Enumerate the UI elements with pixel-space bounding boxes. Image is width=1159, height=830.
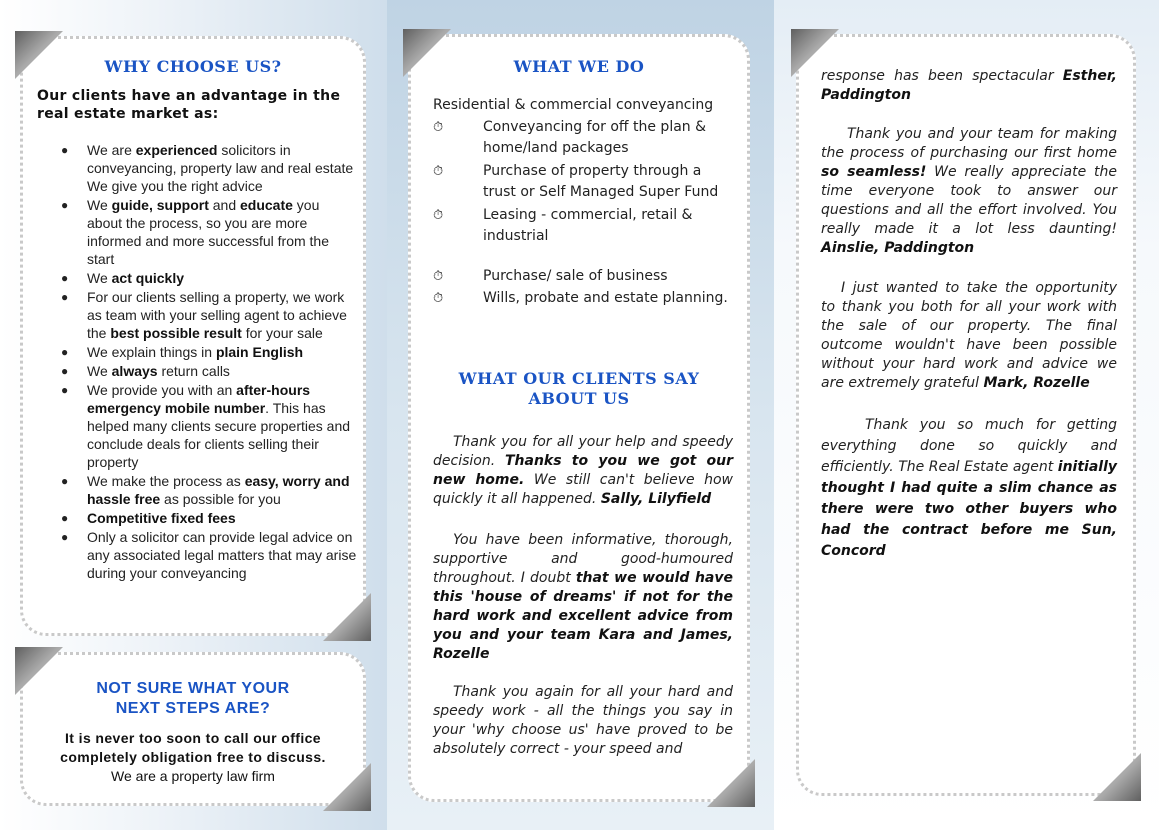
bullet-icon: ●: [61, 290, 69, 304]
service-item: ⏱ Leasing - commercial, retail & industrial: [433, 207, 693, 244]
clock-icon: ⏱: [433, 164, 444, 179]
services-intro: Residential & commercial conveyancing: [433, 97, 714, 113]
bullet-icon: ●: [61, 474, 69, 488]
list-item: ● We guide, support and educate you about the process, so you are more informed and more successful from the start: [61, 197, 329, 267]
advantages-list: [37, 141, 357, 583]
clock-icon: ⏱: [433, 120, 444, 135]
bullet-icon: ●: [61, 364, 69, 378]
page-curl-decoration: [323, 593, 371, 641]
body-line: completely obligation free to discuss.: [60, 749, 326, 765]
clock-icon: ⏱: [433, 269, 444, 284]
list-item: ● We explain things in plain English: [61, 344, 304, 360]
list-item: ● Competitive fixed fees: [61, 510, 236, 526]
testimonial: Thank you and your team for making the process of purchasing our first home so seamless! We really appreciate the time everyone took to answer our questions and all the effort involved. You really made it a lot less daunting! Ainslie, Paddington: [821, 126, 1117, 256]
clock-icon: ⏱: [433, 208, 444, 223]
why-intro-text: Our clients have an advantage in the real estate market as:: [37, 88, 341, 122]
bullet-icon: ●: [61, 143, 69, 157]
what-we-do-card: [408, 34, 750, 802]
next-steps-card: [20, 652, 366, 806]
list-item: ● Only a solicitor can provide legal advice on any associated legal matters that may arise during your conveyancing: [61, 529, 357, 581]
next-steps-heading: [23, 679, 363, 719]
bullet-icon: ●: [61, 271, 69, 285]
heading-line: WHAT OUR CLIENTS SAY: [458, 369, 700, 388]
list-item: ● We provide you with an after-hours emergency mobile number. This has helped many clients secure properties and conclude deals for clients selling their property: [61, 382, 351, 470]
page-curl-decoration: [707, 759, 755, 807]
what-we-do-heading: WHAT WE DO: [513, 57, 645, 76]
why-choose-us-card: [20, 36, 366, 636]
service-item: ⏱ Purchase/ sale of business: [433, 266, 738, 287]
list-item: ● For our clients selling a property, we work as team with your selling agent to achieve the best possible result for your sale: [61, 289, 347, 341]
service-item: ⏱ Purchase of property through a trust or Self Managed Super Fund: [433, 163, 719, 200]
testimonial: Thank you so much for getting everything done so quickly and efficiently. The Real Estate agent initially thought I had quite a slim chance as there were two other buyers who had the contract before me Sun, Concord: [821, 417, 1117, 559]
testimonial: Thank you again for all your hard and speedy work - all the things you say in your 'why choose us' have proved to be absolutely correct - your speed and: [433, 684, 733, 757]
page-curl-decoration: [1093, 753, 1141, 801]
body-line: We are a property law firm: [111, 768, 275, 784]
body-line: It is never too soon to call our office: [65, 730, 321, 746]
list-item: ● We always return calls: [61, 363, 230, 379]
bullet-icon: ●: [61, 511, 69, 525]
heading-line: NOT SURE WHAT YOUR: [96, 680, 290, 697]
testimonial: response has been spectacular Esther, Paddington: [821, 68, 1117, 103]
heading-line: ABOUT US: [528, 389, 630, 408]
service-item: ⏱ Wills, probate and estate planning.: [433, 288, 738, 309]
testimonials-continued-card: [796, 34, 1136, 796]
service-item: ⏱ Conveyancing for off the plan & home/land packages: [433, 119, 707, 156]
why-choose-us-heading: WHY CHOOSE US?: [104, 57, 282, 76]
clients-say-heading: [411, 369, 747, 409]
clock-icon: ⏱: [433, 291, 444, 306]
testimonial: I just wanted to take the opportunity to thank you both for all your work with the sale of our property. The final outcome wouldn't have been possible without your hard work and advice we are extremely grateful Mark, Rozelle: [821, 280, 1117, 391]
list-item: ● We make the process as easy, worry and hassle free as possible for you: [61, 473, 350, 507]
bullet-icon: ●: [61, 345, 69, 359]
next-steps-text: [37, 729, 349, 786]
bullet-icon: ●: [61, 383, 69, 397]
heading-line: NEXT STEPS ARE?: [115, 700, 271, 717]
testimonial: Thank you for all your help and speedy decision. Thanks to you we got our new home. We still can't believe how quickly it all happened. Sally, Lilyfield: [433, 434, 734, 507]
bullet-icon: ●: [61, 530, 69, 544]
list-item: ● We act quickly: [61, 270, 185, 286]
list-item: ● We are experienced solicitors in conveyancing, property law and real estate We give you the right advice: [61, 142, 354, 194]
testimonial: You have been informative, thorough, supportive and good-humoured throughout. I doubt that we would have this 'house of dreams' if not for the hard work and excellent advice from you and your team Kara and James, Rozelle: [433, 532, 733, 662]
bullet-icon: ●: [61, 198, 69, 212]
